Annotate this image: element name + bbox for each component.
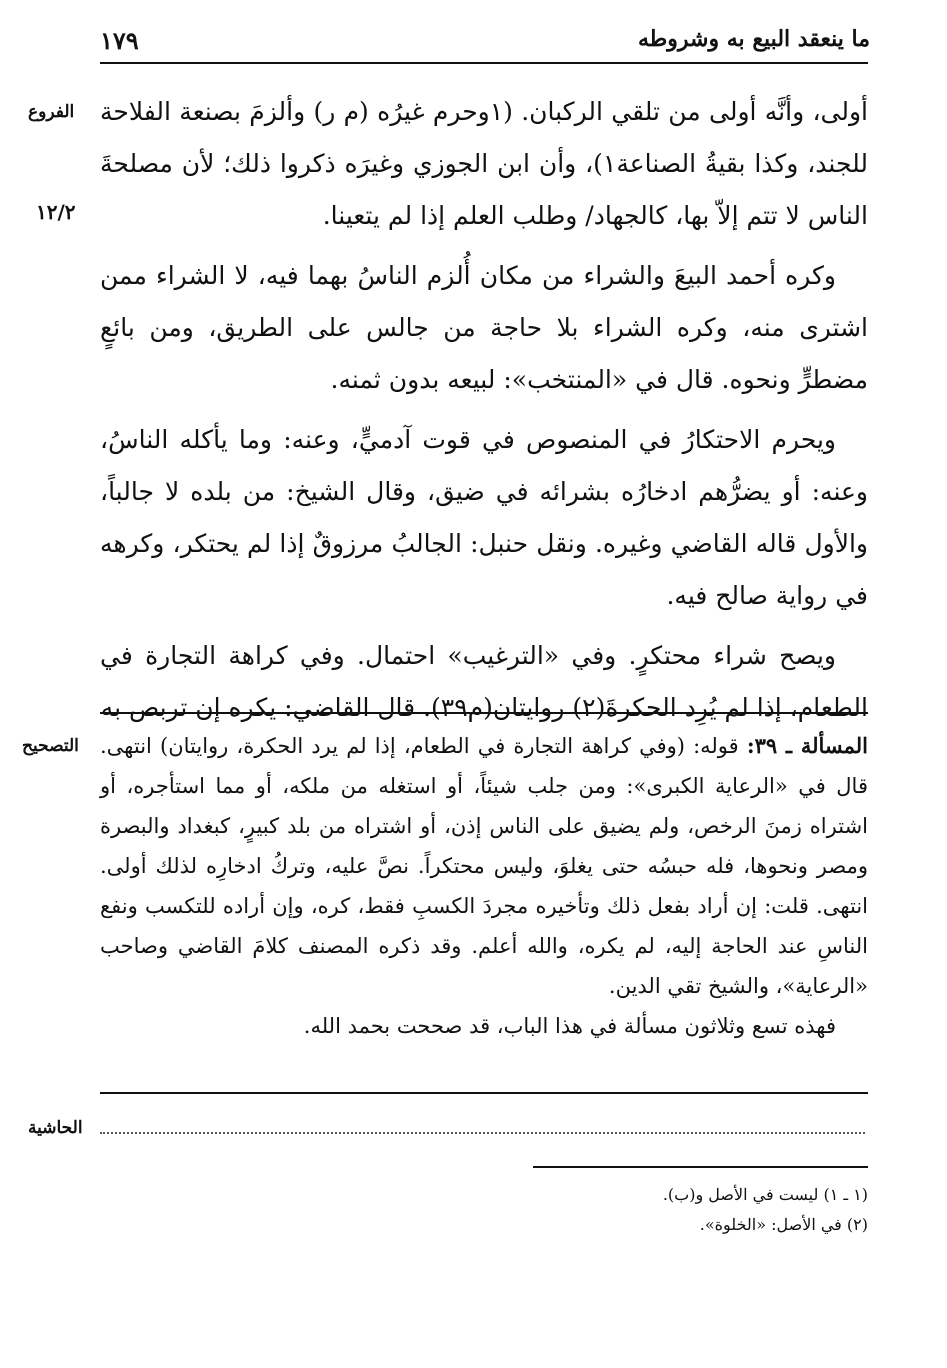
hashiya-dotted-line [100,1132,865,1134]
section-divider [100,1092,868,1094]
issue-heading: المسألة ـ ٣٩: [746,733,868,758]
tashih-section [100,726,868,1046]
tashih-paragraph [100,726,868,1006]
main-paragraph: وكره أحمد البيعَ والشراء من مكان أُلزم الناسُ بهما فيه، لا الشراء ممن اشترى منه، وكره الشراء بلا حاجة من جالس على الطريق، ومن بائعٍ مضطرٍّ ونحوه. قال في «المنتخب»: لبيعه بدون ثمنه. [100,261,868,394]
margin-label-hashiya: الحاشية [28,1118,83,1138]
footnote-rule [533,1166,868,1168]
footnotes [100,1180,868,1240]
main-text [100,86,868,742]
section-divider [100,712,868,714]
main-paragraph: أولى، وأنَّه أولى من تلقي الركبان. (١وحرم غيرُه (م ر) وألزمَ بصنعة الفلاحة للجند، وكذا بقيةُ الصناعة١)، وأن ابن الجوزي وغيرَه ذكروا ذلك؛ لأن مصلحةَ الناس لا تتم إلاّ بها، كالجهاد/ وطلب العلم إذا لم يتعينا. [100,97,868,230]
footnote: (١ ـ ١) ليست في الأصل و(ب). [662,1185,868,1204]
main-paragraph: ويحرم الاحتكارُ في المنصوص في قوت آدميٍّ، وعنه: وما يأكله الناسُ، وعنه: أو يضرُّهم ادخارُه بشرائه في ضيق، وقال الشيخ: من بلده لا جالباً، والأول قاله القاضي وغيره. ونقل حنبل: الجالبُ مرزوقٌ إذا لم يحتكر، وكرهه في رواية صالح فيه. [100,425,868,610]
closing-line: فهذه تسع وثلاثون مسألة في هذا الباب، قد صححت بحمد الله. [303,1014,836,1038]
running-title: ما ينعقد البيع به وشروطه [637,26,870,52]
issue-body: قوله: (وفي كراهة التجارة في الطعام، إذا لم يرد الحكرة، روايتان) انتهى. قال في «الرعاية الكبرى»: ومن جلب شيئاً، أو استغله من ملكه، أو مما استأجره، أو اشتراه زمنَ الرخص، ولم يضيق على الناس إذن، أو اشتراه من بلد كبيرٍ، كبغداد والبصرة ومصر ونحوها، فله حبسُه حتى يغلوَ، وليس محتكراً. نصَّ عليه، وتركُ ادخارِه لذلك أولى. انتهى. قلت: إن أراد بفعل ذلك وتأخيره مجردَ الكسبِ فقط، كره، وإن أراده للتكسب ونفع الناسِ عند الحاجة إليه، لم يكره، والله أعلم. وقد ذكره المصنف كلامَ القاضي وصاحب «الرعاية»، والشيخ تقي الدين. [100,734,868,998]
margin-label-tashih: التصحيح [22,736,79,756]
page-number: ١٧٩ [100,26,139,55]
main-paragraph: ويصح شراء محتكرٍ. وفي «الترغيب» احتمال. وفي كراهة التجارة في الطعام، إذا لم يُرِد الحكرةَ(٢) روايتان(م٣٩). قال القاضي: يكره إن تربص به [100,641,868,722]
margin-label-furu: الفروع [28,102,75,122]
page-header [100,22,870,62]
footnote: (٢) في الأصل: «الخلوة». [699,1215,868,1234]
header-rule [100,62,868,64]
margin-reference: ١٢/٢ [36,200,76,224]
